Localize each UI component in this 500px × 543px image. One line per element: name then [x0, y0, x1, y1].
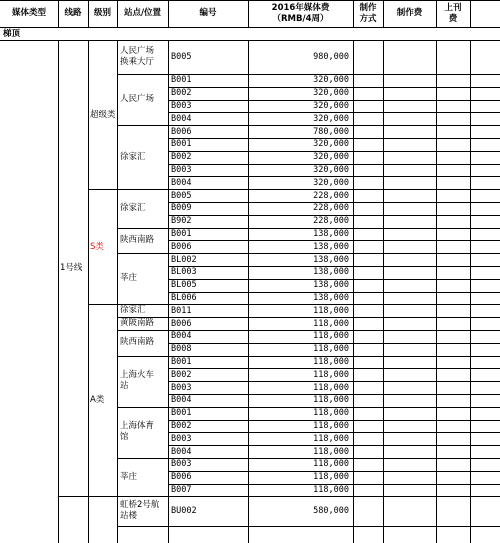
header-prod-fee: 制作费 — [396, 8, 423, 18]
row-code: B004 — [171, 395, 192, 406]
row-code: B002 — [171, 421, 192, 431]
row-code: B005 — [171, 52, 192, 62]
row-code: BL006 — [171, 293, 197, 303]
row-fee: 228,000 — [313, 190, 349, 201]
row-code: B007 — [171, 485, 192, 495]
header-column-border — [353, 0, 354, 27]
header-column-border — [436, 0, 437, 27]
header-level: 级别 — [93, 8, 111, 18]
station-border — [117, 330, 168, 331]
station-border — [117, 125, 168, 126]
row-code: B006 — [171, 126, 192, 137]
row-code: BU002 — [171, 506, 197, 517]
section-title: 梯顶 — [3, 29, 21, 39]
station-border — [117, 526, 168, 527]
station-border — [117, 407, 168, 408]
row-fee: 320,000 — [313, 113, 349, 124]
row-code: B001 — [171, 139, 192, 150]
header-column-border — [117, 0, 118, 27]
row-fee: 138,000 — [313, 241, 349, 252]
row-code: B002 — [171, 88, 192, 99]
row-fee: 580,000 — [313, 506, 349, 517]
row-fee: 320,000 — [313, 75, 349, 86]
row-code: B006 — [171, 318, 192, 329]
header-prod-method-line1: 制作 — [359, 3, 377, 13]
row-fee: 980,000 — [313, 52, 349, 62]
row-fee: 118,000 — [313, 472, 349, 483]
header-code: 编号 — [199, 8, 217, 18]
header-fee-line1: 2016年媒体费 — [271, 3, 330, 13]
station-name: 莘庄 — [120, 471, 138, 482]
body-column-border — [58, 40, 59, 543]
row-fee: 118,000 — [313, 357, 349, 367]
station-name: 上海体育 — [120, 421, 155, 432]
row-fee: 138,000 — [313, 267, 349, 278]
body-column-border — [383, 40, 384, 543]
station-border — [117, 74, 168, 75]
row-fee: 320,000 — [313, 165, 349, 175]
row-fee: 320,000 — [313, 139, 349, 150]
body-column-border — [470, 40, 471, 543]
header-column-border — [383, 0, 384, 27]
row-fee: 118,000 — [313, 421, 349, 431]
level-border — [88, 189, 117, 190]
row-code: B004 — [171, 331, 192, 342]
row-fee: 320,000 — [313, 101, 349, 111]
body-column-border — [168, 40, 169, 543]
row-code: B003 — [171, 433, 192, 444]
station-name: 莘庄 — [120, 273, 138, 284]
header-column-border — [58, 0, 59, 27]
body-column-border — [248, 40, 249, 543]
row-code: B001 — [171, 229, 192, 239]
row-code: B003 — [171, 459, 192, 470]
row-fee: 320,000 — [313, 152, 349, 163]
row-code: B006 — [171, 472, 192, 483]
row-fee: 320,000 — [313, 177, 349, 188]
station-name: 陕西南路 — [120, 337, 155, 348]
row-fee: 118,000 — [313, 433, 349, 444]
level-label: 超级类 — [90, 109, 116, 120]
row-fee: 118,000 — [313, 318, 349, 329]
row-code: B002 — [171, 369, 192, 380]
row-fee: 228,000 — [313, 216, 349, 227]
header-column-border — [88, 0, 89, 27]
row-code: B002 — [171, 152, 192, 163]
body-column-border — [117, 40, 118, 543]
station-name: 换乘大厅 — [120, 57, 155, 67]
row-code: B001 — [171, 75, 192, 86]
header-fee-line2: （RMB/4周） — [272, 14, 329, 24]
row-fee: 138,000 — [313, 229, 349, 239]
row-fee: 320,000 — [313, 88, 349, 99]
row-code: B006 — [171, 241, 192, 252]
body-column-border — [436, 40, 437, 543]
station-name: 陕西南路 — [120, 234, 155, 245]
header-line: 线路 — [64, 8, 82, 18]
row-code: B011 — [171, 305, 192, 316]
station-border — [117, 496, 168, 497]
body-column-border — [353, 40, 354, 543]
station-name: 徐家汇 — [120, 305, 146, 316]
section-bottom-border — [0, 40, 500, 41]
station-name: 人民广场 — [120, 46, 155, 56]
station-border — [117, 253, 168, 254]
body-column-border — [88, 40, 89, 543]
station-name: 馆 — [120, 432, 129, 443]
row-border — [168, 496, 500, 497]
station-name: 人民广场 — [120, 94, 155, 105]
row-border — [168, 526, 500, 527]
row-fee: 118,000 — [313, 369, 349, 380]
header-column-border — [168, 0, 169, 27]
station-name: 站 — [120, 381, 129, 392]
header-bottom-border — [0, 27, 500, 28]
line-group-border — [58, 496, 88, 497]
station-name: 虹桥2号航 — [120, 500, 160, 511]
row-fee: 780,000 — [313, 126, 349, 137]
header-column-border — [470, 0, 471, 27]
row-code: B003 — [171, 382, 192, 393]
row-code: B004 — [171, 177, 192, 188]
header-station: 站点/位置 — [123, 8, 162, 18]
station-name: 徐家汇 — [120, 202, 146, 213]
row-code: BL005 — [171, 280, 197, 291]
row-fee: 118,000 — [313, 395, 349, 406]
row-code: B003 — [171, 101, 192, 111]
row-fee: 138,000 — [313, 254, 349, 265]
row-code: B003 — [171, 165, 192, 175]
row-code: B001 — [171, 408, 192, 419]
row-code: B004 — [171, 446, 192, 457]
row-code: B902 — [171, 216, 192, 227]
row-code: BL003 — [171, 267, 197, 278]
row-fee: 118,000 — [313, 459, 349, 470]
line-name: 1号线 — [60, 263, 83, 274]
station-name: 站楼 — [120, 511, 138, 522]
level-border — [88, 304, 117, 305]
row-fee: 118,000 — [313, 485, 349, 495]
row-fee: 138,000 — [313, 280, 349, 291]
station-name: 徐家汇 — [120, 151, 146, 162]
row-code: B005 — [171, 190, 192, 201]
header-post-fee-line1: 上刊 — [444, 3, 462, 13]
header-post-fee-line2: 费 — [448, 14, 458, 24]
station-name: 上海火车 — [120, 370, 155, 381]
row-code: B008 — [171, 344, 192, 355]
row-code: B001 — [171, 357, 192, 367]
row-fee: 118,000 — [313, 331, 349, 342]
station-border — [117, 228, 168, 229]
header-prod-method-line2: 方式 — [359, 14, 377, 24]
row-fee: 138,000 — [313, 293, 349, 303]
station-border — [117, 458, 168, 459]
row-fee: 118,000 — [313, 344, 349, 355]
station-border — [117, 189, 168, 190]
row-fee: 118,000 — [313, 446, 349, 457]
row-fee: 228,000 — [313, 203, 349, 214]
header-column-border — [248, 0, 249, 27]
row-fee: 118,000 — [313, 382, 349, 393]
row-code: B004 — [171, 113, 192, 124]
level-label: A类 — [90, 395, 105, 406]
row-fee: 118,000 — [313, 408, 349, 419]
header-media-type: 媒体类型 — [11, 8, 46, 18]
row-code: BL002 — [171, 254, 197, 265]
row-code: B009 — [171, 203, 192, 214]
station-border — [117, 356, 168, 357]
header-top-border — [0, 0, 500, 1]
level-label: S类 — [90, 241, 104, 252]
level-border — [88, 496, 117, 497]
row-fee: 118,000 — [313, 305, 349, 316]
station-name: 黄陂南路 — [120, 318, 155, 329]
